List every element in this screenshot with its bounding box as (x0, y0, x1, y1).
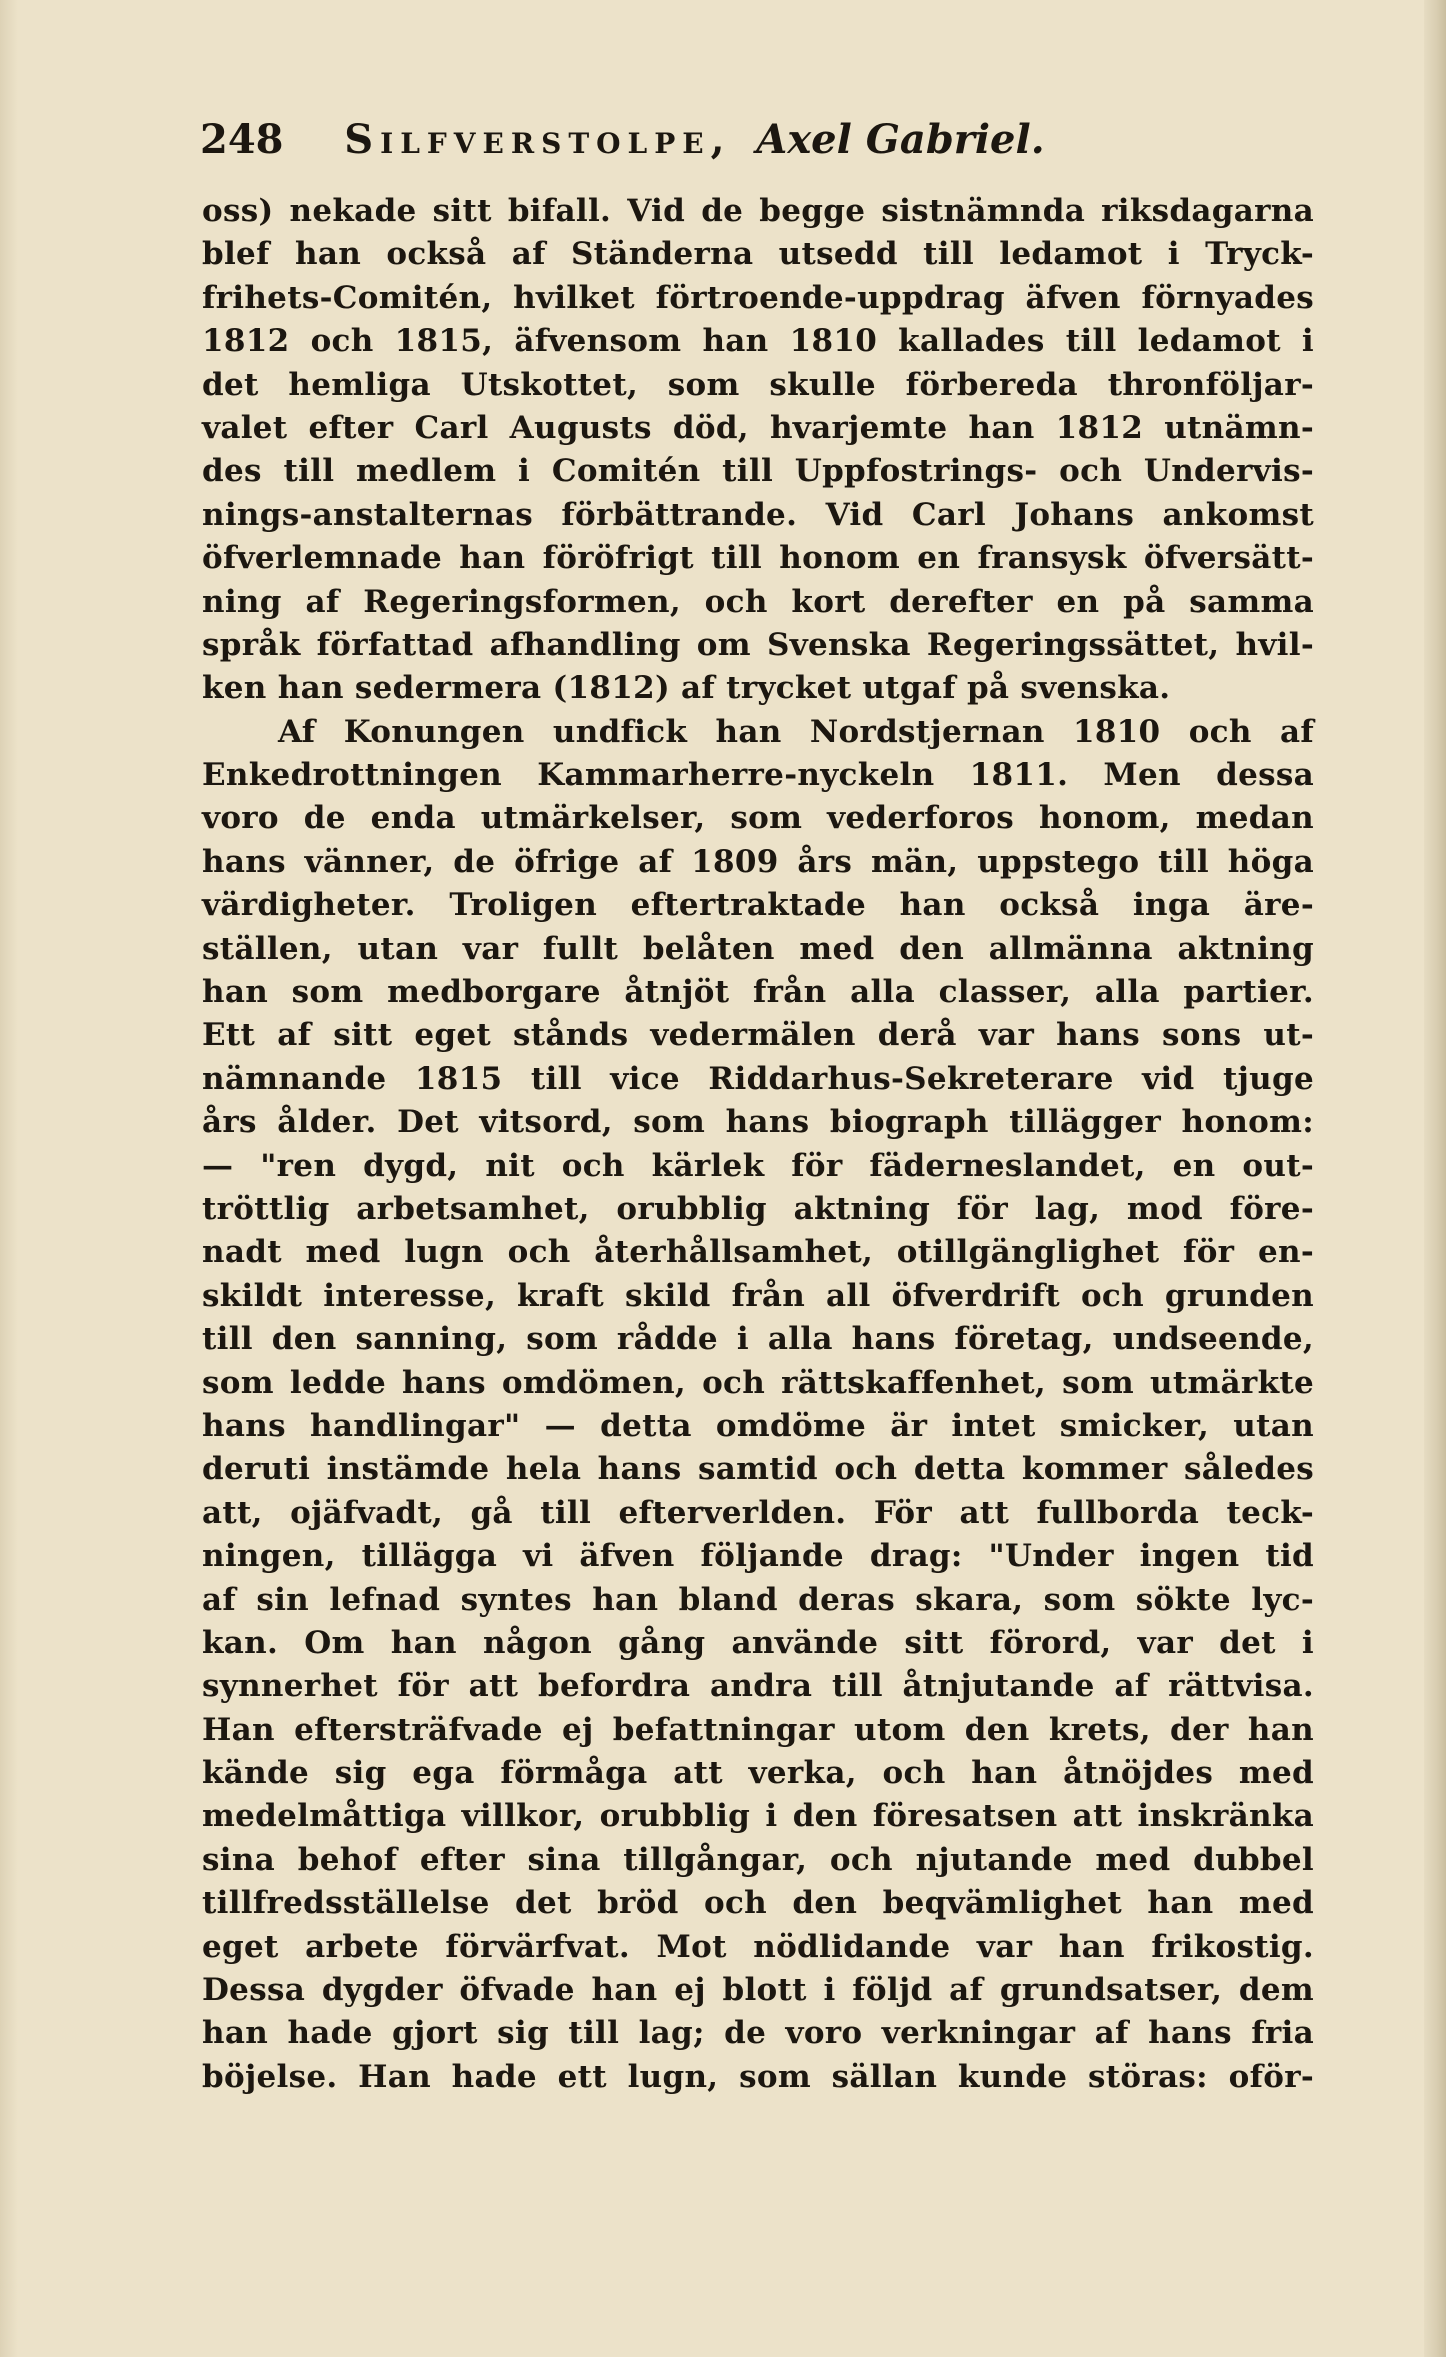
text-line: — "ren dygd, nit och kärlek för fäderneslandet, en out- (202, 1147, 1314, 1184)
text-line: öfverlemnade han föröfrigt till honom en fransysk öfversätt- (202, 540, 1314, 577)
text-line: medelmåttiga villkor, orubblig i den föresatsen att inskränka (202, 1798, 1314, 1835)
body-text (202, 190, 1314, 2099)
text-line: Dessa dygder öfvade han ej blott i följd af grundsatser, dem (202, 1972, 1314, 2009)
text-line: han hade gjort sig till lag; de voro verkningar af hans fria (202, 2015, 1314, 2052)
text-line: ningen, tillägga vi äfven följande drag: "Under ingen tid (202, 1538, 1314, 1575)
page-header (200, 112, 1320, 168)
text-line: det hemliga Utskottet, som skulle förbereda thronföljar- (202, 366, 1314, 403)
text-line: som ledde hans omdömen, och rättskaffenhet, som utmärkte (202, 1364, 1314, 1401)
text-line: att, ojäfvadt, gå till efterverlden. För att fullborda teck- (202, 1494, 1314, 1531)
page-number: 248 (200, 116, 284, 163)
text-line: hans vänner, de öfrige af 1809 års män, uppstego till höga (202, 843, 1314, 880)
text-line: nadt med lugn och återhållsamhet, otillgänglighet för en- (202, 1234, 1314, 1271)
text-line: skildt interesse, kraft skild från all öfverdrift och grunden (202, 1277, 1314, 1314)
text-line: språk författad afhandling om Svenska Regeringssättet, hvil- (202, 626, 1314, 663)
text-line: års ålder. Det vitsord, som hans biograph tillägger honom: (202, 1104, 1314, 1141)
text-line: 1812 och 1815, äfvensom han 1810 kallades till ledamot i (202, 323, 1314, 360)
text-line: blef han också af Ständerna utsedd till ledamot i Tryck- (202, 236, 1314, 273)
text-line: tröttlig arbetsamhet, orubblig aktning för lag, mod före- (202, 1190, 1314, 1227)
page-gutter-shadow (0, 0, 18, 2357)
text-line: ning af Regeringsformen, och kort derefter en på samma (202, 583, 1314, 620)
text-line: af sin lefnad syntes han bland deras skara, som sökte lyc- (202, 1581, 1314, 1618)
text-line: Enkedrottningen Kammarherre-nyckeln 1811. Men dessa (202, 757, 1314, 794)
text-line: nings-anstalternas förbättrande. Vid Carl Johans ankomst (202, 496, 1314, 533)
text-line: des till medlem i Comitén till Uppfostrings- och Undervis- (202, 453, 1314, 490)
text-line: Af Konungen undfick han Nordstjernan 1810 och af (278, 713, 1314, 750)
running-title: Silfverstolpe, (344, 116, 732, 163)
text-line: voro de enda utmärkelser, som vederforos honom, medan (202, 800, 1314, 837)
text-line: valet efter Carl Augusts död, hvarjemte han 1812 utnämn- (202, 409, 1314, 446)
text-line: deruti instämde hela hans samtid och detta kommer således (202, 1451, 1314, 1488)
text-line: oss) nekade sitt bifall. Vid de begge sistnämnda riksdagarna (202, 193, 1314, 229)
text-line: ken han sedermera (1812) af trycket utgaf på svenska. (202, 670, 1171, 707)
page-edge (1424, 0, 1446, 2357)
text-line: Ett af sitt eget stånds vedermälen derå var hans sons ut- (202, 1017, 1314, 1054)
text-line: synnerhet för att befordra andra till åtnjutande af rättvisa. (202, 1668, 1314, 1705)
text-line: kan. Om han någon gång använde sitt förord, var det i (202, 1624, 1314, 1661)
running-subtitle: Axel Gabriel. (756, 116, 1045, 163)
text-line: kände sig ega förmåga att verka, och han åtnöjdes med (202, 1755, 1314, 1792)
text-line: nämnande 1815 till vice Riddarhus-Sekreterare vid tjuge (202, 1060, 1314, 1097)
text-line: hans handlingar" — detta omdöme är intet smicker, utan (202, 1407, 1314, 1444)
text-line: värdigheter. Troligen eftertraktade han också inga äre- (202, 887, 1314, 924)
text-line: till den sanning, som rådde i alla hans företag, undseende, (202, 1321, 1314, 1358)
text-line: Han eftersträfvade ej befattningar utom den krets, der han (202, 1711, 1314, 1748)
text-line: ställen, utan var fullt belåten med den allmänna aktning (202, 930, 1314, 967)
text-line: frihets-Comitén, hvilket förtroende-uppdrag äfven förnyades (202, 279, 1314, 316)
text-line: tillfredsställelse det bröd och den beqvämlighet han med (202, 1885, 1314, 1922)
text-line: han som medborgare åtnjöt från alla classer, alla partier. (202, 974, 1314, 1011)
text-line: böjelse. Han hade ett lugn, som sällan kunde störas: oför- (202, 2058, 1314, 2095)
text-line: sina behof efter sina tillgångar, och njutande med dubbel (202, 1841, 1314, 1878)
text-line: eget arbete förvärfvat. Mot nödlidande var han frikostig. (202, 1928, 1314, 1965)
